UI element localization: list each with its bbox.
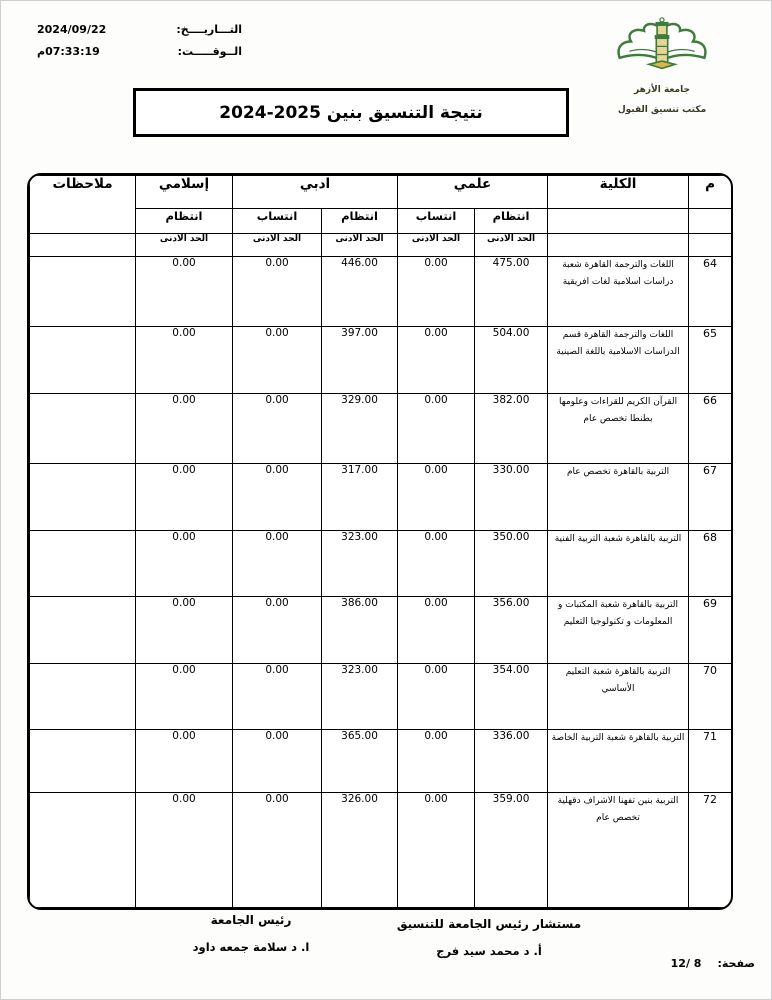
table-row bbox=[30, 597, 732, 664]
report-title-box bbox=[133, 88, 569, 137]
time-row bbox=[37, 45, 242, 58]
row-notes bbox=[30, 257, 136, 327]
row-serial: 65 bbox=[689, 327, 732, 394]
time-label: الــوقـــــت: bbox=[177, 45, 242, 58]
row-lit-affiliation-min: 0.00 bbox=[233, 531, 322, 597]
row-college-name: التربية بالقاهرة شعبة التربية الفنية bbox=[548, 531, 689, 597]
header-group-literary: ادبي bbox=[233, 176, 398, 209]
row-sci-affiliation-min: 0.00 bbox=[398, 464, 475, 531]
row-lit-regular-min: 323.00 bbox=[322, 664, 398, 730]
row-lit-regular-min: 386.00 bbox=[322, 597, 398, 664]
page-number bbox=[671, 957, 755, 970]
row-serial: 66 bbox=[689, 394, 732, 464]
date-label: التـــاريــــخ: bbox=[176, 23, 242, 36]
row-lit-regular-min: 323.00 bbox=[322, 531, 398, 597]
row-sci-affiliation-min: 0.00 bbox=[398, 531, 475, 597]
header-empty-cell bbox=[30, 234, 136, 257]
row-isl-regular-min: 0.00 bbox=[136, 664, 233, 730]
admission-office-name: مكتب تنسيق القبول bbox=[617, 105, 707, 115]
row-isl-regular-min: 0.00 bbox=[136, 257, 233, 327]
row-notes bbox=[30, 793, 136, 908]
table-row bbox=[30, 664, 732, 730]
signature-name: أ. د محمد سيد فرج bbox=[436, 944, 542, 958]
table-row bbox=[30, 793, 732, 908]
row-notes bbox=[30, 730, 136, 793]
university-logo-block bbox=[607, 17, 717, 115]
datetime-block bbox=[37, 23, 242, 67]
row-lit-affiliation-min: 0.00 bbox=[233, 327, 322, 394]
header-min-lit-reg: الحد الادنى bbox=[322, 234, 398, 257]
row-serial: 70 bbox=[689, 664, 732, 730]
row-lit-regular-min: 329.00 bbox=[322, 394, 398, 464]
signature-title: رئيس الجامعة bbox=[210, 913, 292, 927]
row-college-name: القرآن الكريم للقراءات وعلومها بطنطا تخصص عام bbox=[548, 394, 689, 464]
table-header bbox=[30, 176, 732, 257]
header-isl-regular: انتظام bbox=[136, 209, 233, 234]
row-college-name: التربية بالقاهرة شعبة التربية الخاصة bbox=[548, 730, 689, 793]
header-min-sci-reg: الحد الادنى bbox=[475, 234, 548, 257]
row-sci-regular-min: 504.00 bbox=[475, 327, 548, 394]
row-lit-regular-min: 446.00 bbox=[322, 257, 398, 327]
row-lit-affiliation-min: 0.00 bbox=[233, 257, 322, 327]
row-college-name: التربية بالقاهرة تخصص عام bbox=[548, 464, 689, 531]
row-college-name: اللغات والترجمة القاهرة شعبة دراسات اسلامية لغات افريقية bbox=[548, 257, 689, 327]
results-table bbox=[29, 175, 732, 908]
header-empty-cell bbox=[548, 234, 689, 257]
row-serial: 67 bbox=[689, 464, 732, 531]
row-college-name: اللغات والترجمة القاهرة قسم الدراسات الاسلامية باللغة الصينية bbox=[548, 327, 689, 394]
header-empty-cell bbox=[689, 209, 732, 234]
results-table-frame bbox=[27, 173, 733, 910]
header-group-scientific: علمي bbox=[398, 176, 548, 209]
header-min-sci-aff: الحد الادنى bbox=[398, 234, 475, 257]
row-lit-affiliation-min: 0.00 bbox=[233, 597, 322, 664]
table-row bbox=[30, 327, 732, 394]
row-serial: 64 bbox=[689, 257, 732, 327]
header-empty-cell bbox=[689, 234, 732, 257]
row-sci-affiliation-min: 0.00 bbox=[398, 394, 475, 464]
row-isl-regular-min: 0.00 bbox=[136, 597, 233, 664]
header-lit-affiliation: انتساب bbox=[233, 209, 322, 234]
row-isl-regular-min: 0.00 bbox=[136, 730, 233, 793]
header-notes: ملاحظات bbox=[30, 176, 136, 234]
row-isl-regular-min: 0.00 bbox=[136, 464, 233, 531]
page-number-value: 12/ 8 bbox=[670, 957, 702, 970]
row-lit-affiliation-min: 0.00 bbox=[233, 664, 322, 730]
table-body bbox=[30, 257, 732, 908]
university-name: جامعة الأزهر bbox=[634, 85, 690, 95]
table-row bbox=[30, 257, 732, 327]
row-college-name: التربية بنين تفهنا الاشراف دقهلية تخصص عام bbox=[548, 793, 689, 908]
row-lit-affiliation-min: 0.00 bbox=[233, 793, 322, 908]
row-sci-affiliation-min: 0.00 bbox=[398, 730, 475, 793]
date-value: 2024/09/22 bbox=[37, 23, 107, 36]
table-row bbox=[30, 730, 732, 793]
row-sci-affiliation-min: 0.00 bbox=[398, 327, 475, 394]
row-sci-regular-min: 356.00 bbox=[475, 597, 548, 664]
time-value: 07:33:19م bbox=[37, 45, 100, 58]
header-serial: م bbox=[689, 176, 732, 209]
table-row bbox=[30, 464, 732, 531]
header-min-lit-aff: الحد الادنى bbox=[233, 234, 322, 257]
row-lit-affiliation-min: 0.00 bbox=[233, 394, 322, 464]
row-notes bbox=[30, 664, 136, 730]
signature-title: مستشار رئيس الجامعة للتنسيق bbox=[396, 917, 582, 931]
row-sci-affiliation-min: 0.00 bbox=[398, 793, 475, 908]
header-empty-cell bbox=[548, 209, 689, 234]
row-sci-regular-min: 330.00 bbox=[475, 464, 548, 531]
row-serial: 69 bbox=[689, 597, 732, 664]
row-isl-regular-min: 0.00 bbox=[136, 327, 233, 394]
header-group-islamic: إسلامي bbox=[136, 176, 233, 209]
row-lit-regular-min: 365.00 bbox=[322, 730, 398, 793]
row-lit-regular-min: 326.00 bbox=[322, 793, 398, 908]
row-sci-regular-min: 350.00 bbox=[475, 531, 548, 597]
row-isl-regular-min: 0.00 bbox=[136, 793, 233, 908]
header-lit-regular: انتظام bbox=[322, 209, 398, 234]
table-row bbox=[30, 394, 732, 464]
row-isl-regular-min: 0.00 bbox=[136, 394, 233, 464]
row-notes bbox=[30, 597, 136, 664]
header-college: الكلية bbox=[548, 176, 689, 209]
row-notes bbox=[30, 464, 136, 531]
row-isl-regular-min: 0.00 bbox=[136, 531, 233, 597]
row-college-name: التربية بالقاهرة شعبة التعليم الأساسي bbox=[548, 664, 689, 730]
signature-university-president bbox=[141, 913, 361, 954]
row-serial: 68 bbox=[689, 531, 732, 597]
row-serial: 72 bbox=[689, 793, 732, 908]
row-lit-regular-min: 397.00 bbox=[322, 327, 398, 394]
header-min-isl-reg: الحد الادنى bbox=[136, 234, 233, 257]
al-azhar-emblem-icon bbox=[613, 17, 711, 79]
row-lit-affiliation-min: 0.00 bbox=[233, 464, 322, 531]
signature-name: ا. د سلامة جمعه داود bbox=[192, 940, 310, 954]
date-row bbox=[37, 23, 242, 36]
row-sci-regular-min: 382.00 bbox=[475, 394, 548, 464]
row-sci-affiliation-min: 0.00 bbox=[398, 257, 475, 327]
table-row bbox=[30, 531, 732, 597]
row-notes bbox=[30, 531, 136, 597]
row-college-name: التربية بالقاهرة شعبة المكتبات و المعلومات و تكنولوجيا التعليم bbox=[548, 597, 689, 664]
row-sci-regular-min: 354.00 bbox=[475, 664, 548, 730]
row-sci-regular-min: 359.00 bbox=[475, 793, 548, 908]
row-sci-affiliation-min: 0.00 bbox=[398, 664, 475, 730]
row-lit-regular-min: 317.00 bbox=[322, 464, 398, 531]
row-sci-affiliation-min: 0.00 bbox=[398, 597, 475, 664]
report-title: نتيجة التنسيق بنين 2025-2024 bbox=[219, 102, 483, 123]
row-notes bbox=[30, 394, 136, 464]
row-notes bbox=[30, 327, 136, 394]
row-lit-affiliation-min: 0.00 bbox=[233, 730, 322, 793]
row-sci-regular-min: 336.00 bbox=[475, 730, 548, 793]
page-number-label: صفحة: bbox=[717, 957, 755, 970]
signature-coordination-advisor bbox=[369, 917, 609, 958]
row-serial: 71 bbox=[689, 730, 732, 793]
header-sci-affiliation: انتساب bbox=[398, 209, 475, 234]
header-sci-regular: انتظام bbox=[475, 209, 548, 234]
row-sci-regular-min: 475.00 bbox=[475, 257, 548, 327]
